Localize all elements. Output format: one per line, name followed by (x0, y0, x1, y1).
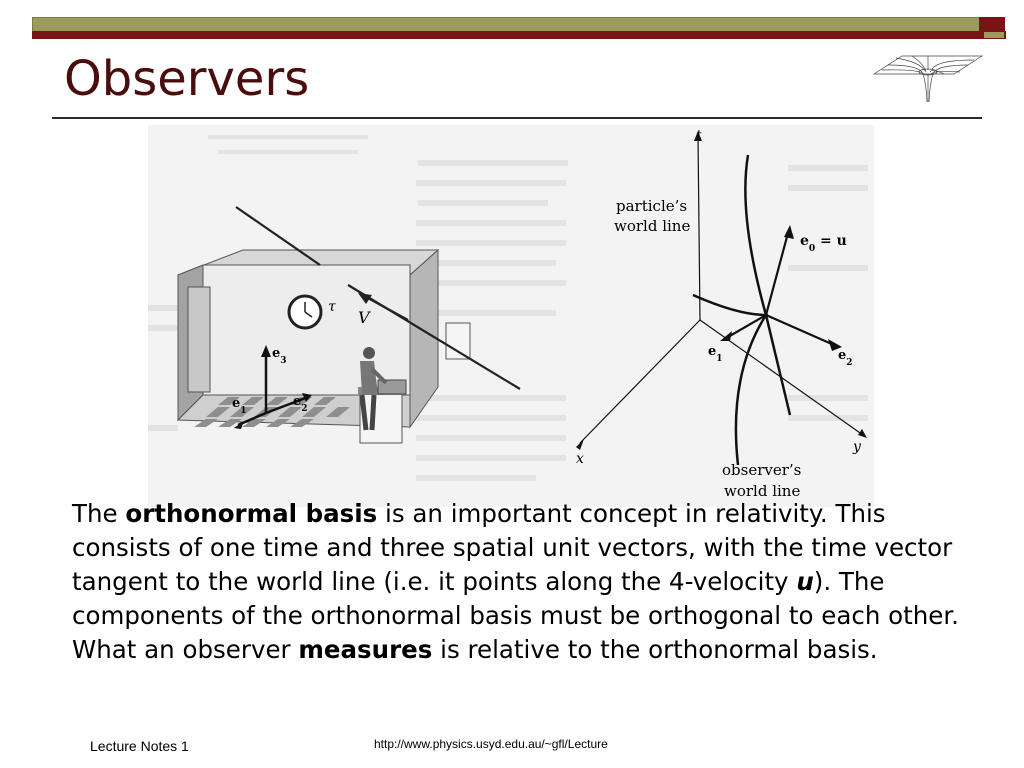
header-square-olive (984, 32, 1004, 38)
body-text-part: ). The components of the orthonormal basis must be orthogonal to each other. What an observer (72, 567, 959, 664)
footer-lecture-notes: Lecture Notes 1 (90, 738, 189, 754)
velocity-label: V (358, 308, 370, 327)
orthonormal-basis-term: orthonormal basis (125, 499, 378, 528)
slide-title: Observers (64, 51, 310, 107)
particle-world-line-label-2: world line (614, 217, 691, 235)
e0-label: $e_0 = u$ (800, 233, 847, 254)
e3-label: $e_3$ (272, 346, 287, 366)
header-bar-dark (32, 31, 1006, 39)
header-square-dark (979, 17, 1005, 31)
observer-world-line-label-2: world line (724, 482, 801, 500)
observer-e2-label: $e_2$ (838, 348, 853, 368)
axis-t-label: t (696, 128, 702, 144)
slide-body-text (72, 497, 972, 667)
spacetime-funnel-logo (872, 50, 984, 108)
tau-label: τ (328, 299, 336, 315)
clock-icon (289, 296, 321, 328)
body-text-part: is relative to the orthonormal basis. (432, 635, 878, 664)
axis-y-label: y (853, 439, 861, 455)
observer-world-line-label-1: observer’s (722, 461, 802, 479)
footer-url[interactable]: http://www.physics.usyd.edu.au/~gfl/Lecture (374, 737, 608, 751)
body-text-part: is an important concept in relativity. This consists of one time and three spatial unit vectors, with the time vector tangent to the world line (i.e. it points along the 4-velocity (72, 499, 953, 596)
particle-world-line-label-1: particle’s (616, 197, 688, 215)
observer-diagram-figure (148, 125, 874, 507)
axis-x-label: x (576, 451, 584, 467)
e1-label: $e_1$ (232, 396, 247, 416)
measures-term: measures (298, 635, 433, 664)
e2-label: $e_2$ (293, 394, 308, 414)
title-divider (52, 117, 982, 119)
observer-e1-label: $e_1$ (708, 344, 723, 364)
four-velocity-symbol: u (796, 567, 814, 596)
body-text-part: The (72, 499, 126, 528)
